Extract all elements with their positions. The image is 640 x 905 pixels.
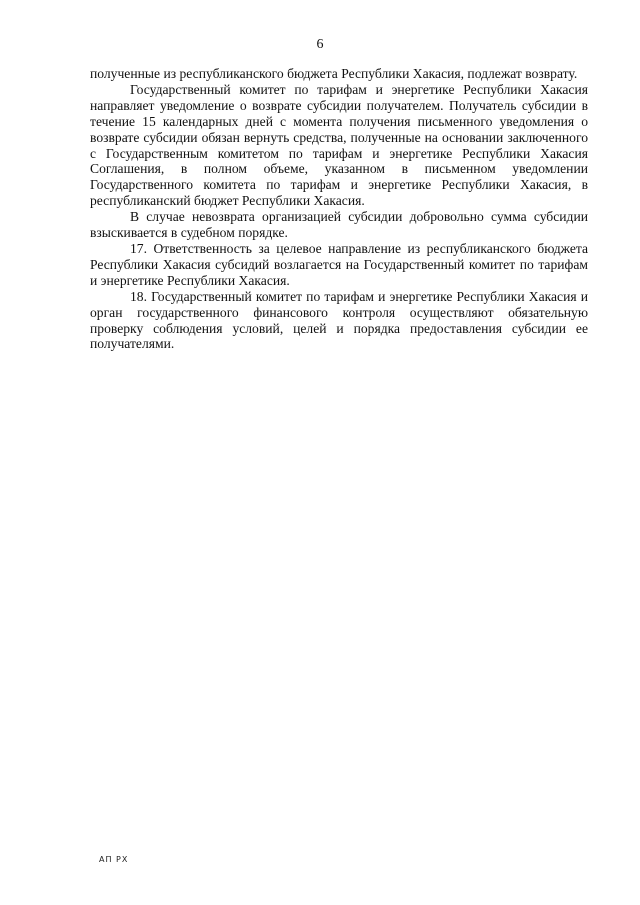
document-body xyxy=(90,66,588,352)
page-number: 6 xyxy=(316,37,324,52)
paragraph-refund-notice: Государственный комитет по тарифам и энергетике Республики Хакасия направляет уведомление о возврате субсидии получателем. Получатель субсидии в течение 15 календарных дней с момента получения письменного уведомления о возврате субсидии обязан вернуть средства, полученные на основании заключенного с Государственным комитетом по тарифам и энергетике Республики Хакасия Соглашения, в полном объеме, указанном в письменном уведомлении Государственного комитета по тарифам и энергетике Республики Хакасия, в республиканский бюджет Республики Хакасия. xyxy=(90,81,588,209)
paragraph-refund-continuation: полученные из республиканского бюджета Республики Хакасия, подлежат возврату. xyxy=(90,66,578,81)
footer-mark: АП РХ xyxy=(99,855,129,864)
paragraph-clause-17: 17. Ответственность за целевое направление из республиканского бюджета Республики Хакасия субсидий возлагается на Государственный комитет по тарифам и энергетике Республики Хакасия. xyxy=(90,240,588,288)
paragraph-clause-18: 18. Государственный комитет по тарифам и энергетике Республики Хакасия и орган государственного финансового контроля осуществляют обязательную проверку соблюдения условий, целей и порядка предоставления субсидии ее получателями. xyxy=(90,288,588,352)
paragraph-court-recovery: В случае невозврата организацией субсидии добровольно сумма субсидии взыскивается в судебном порядке. xyxy=(90,209,588,241)
